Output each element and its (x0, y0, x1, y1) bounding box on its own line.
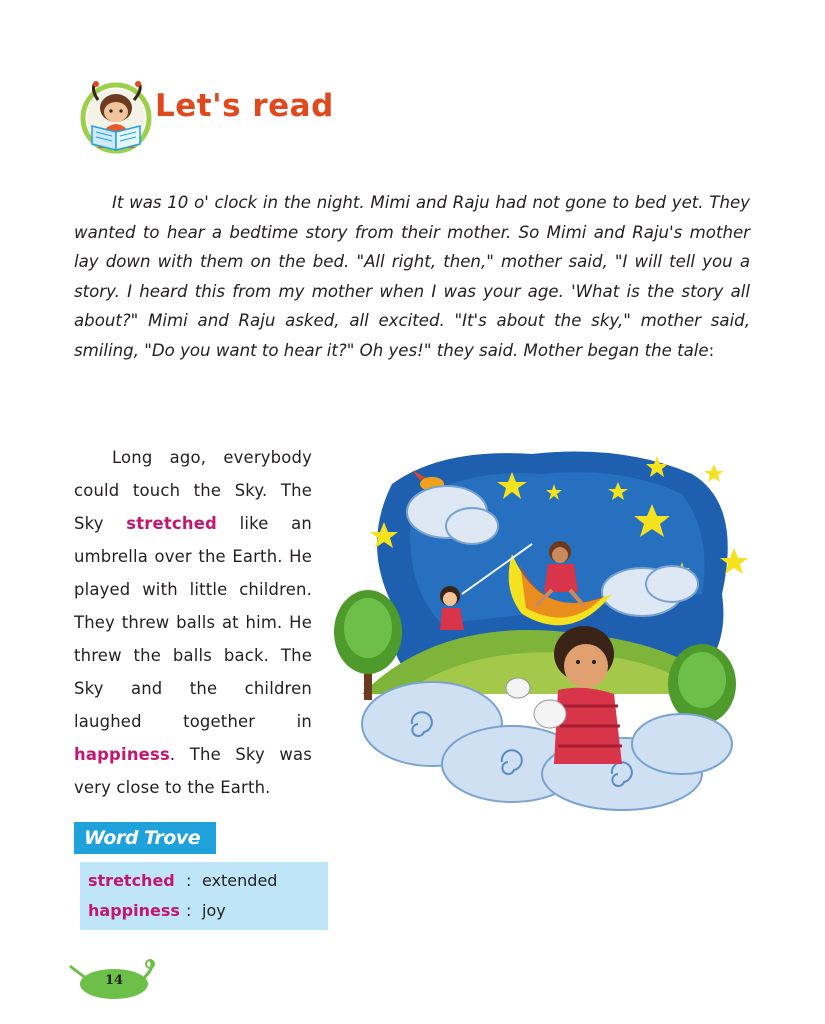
trove-separator: : (186, 901, 192, 920)
trove-separator: : (186, 871, 192, 890)
trove-meaning: joy (202, 901, 226, 920)
keyword-happiness: happiness (74, 745, 170, 764)
word-trove-box (80, 862, 328, 930)
child-reading-book-icon (78, 78, 158, 154)
word-trove-entry (88, 896, 328, 926)
page-number: 14 (104, 973, 124, 988)
word-trove-heading: Word Trove (74, 822, 216, 854)
intro-paragraph (74, 188, 750, 366)
page-number-badge (66, 956, 158, 1002)
sky-children-illustration (322, 444, 762, 816)
trove-term: happiness (88, 901, 180, 920)
trove-term: stretched (88, 871, 175, 890)
intro-tail: : (708, 340, 715, 360)
story-text-2: like an umbrella over the Earth. He played with little children. They threw balls at him. He threw the balls back. The Sky and the children laughed together in (74, 514, 312, 731)
keyword-stretched: stretched (126, 514, 217, 533)
intro-text: It was 10 o' clock in the night. Mimi and Raju had not gone to bed yet. They wanted to hear a bedtime story from their mother. So Mimi and Raju's mother lay down with them on the bed. "All right, then," mother said, "I will tell you a story. I heard this from my mother when I was your age. 'What is the story all about?" Mimi and Raju asked, all excited. "It's about the sky," mother said, smiling, "Do you want to hear it?" Oh yes!" they said. Mother began the tale (74, 193, 750, 360)
story-text-1: Long ago, everybody could touch the Sky. The Sky (74, 448, 312, 533)
story-paragraph (74, 441, 312, 804)
trove-meaning: extended (202, 871, 278, 890)
section-title: Let's read (155, 88, 334, 124)
story-text-3: . The Sky was very close to the Earth. (74, 745, 312, 797)
word-trove-entry (88, 866, 328, 896)
